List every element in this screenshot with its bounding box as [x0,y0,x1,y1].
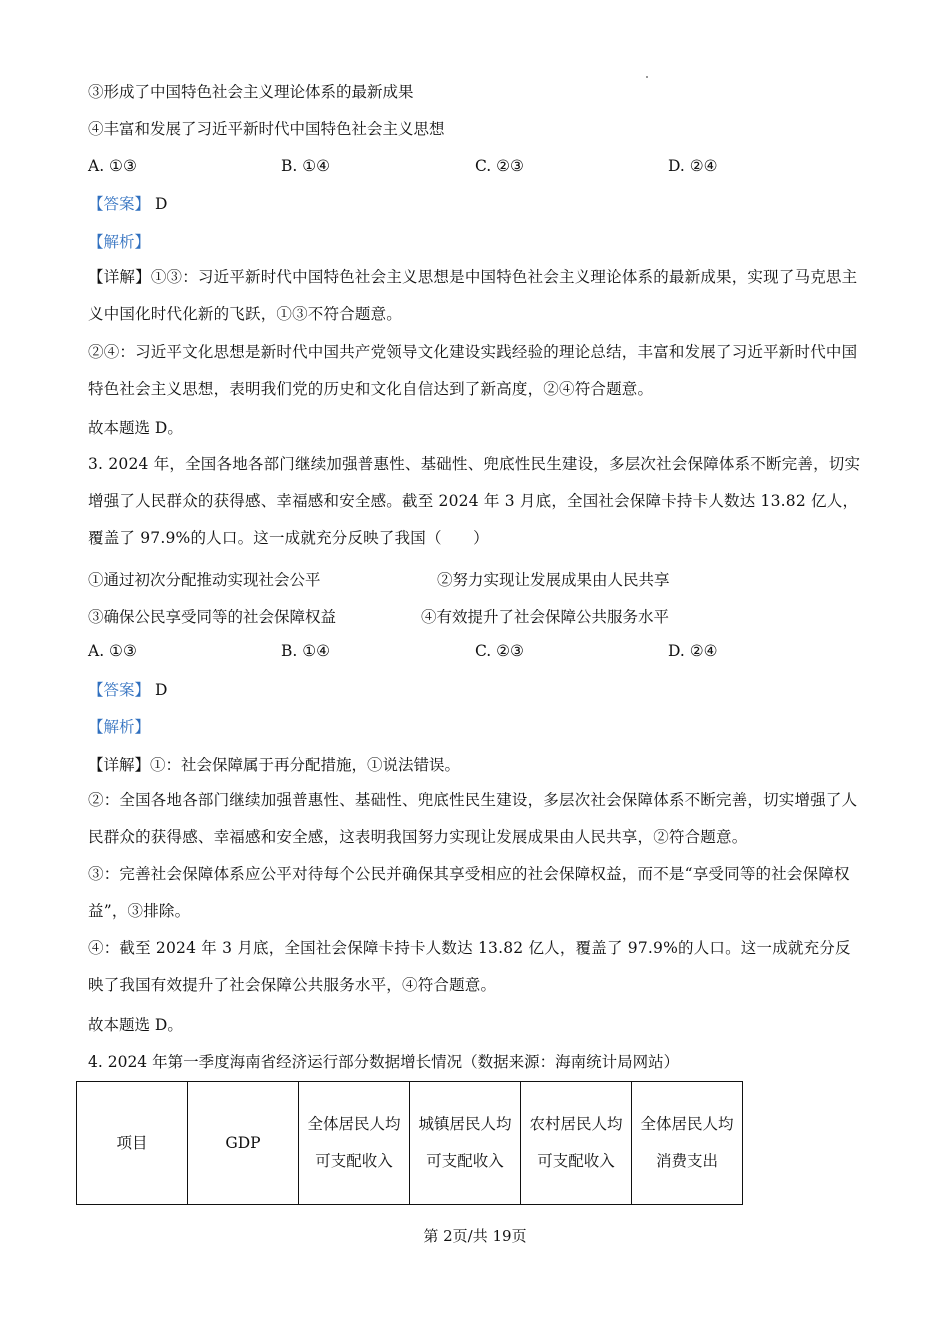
q2-option-b: B. ①④ [281,157,331,175]
table-header-cell: 项目 [77,1082,188,1205]
q2-item-3: ③形成了中国特色社会主义理论体系的最新成果 [88,83,414,101]
q2-item-4: ④丰富和发展了习近平新时代中国特色社会主义思想 [88,120,445,138]
q3-analysis-tag: 【解析】 [88,718,151,736]
table-header-cell: 全体居民人均消费支出 [632,1082,743,1205]
q3-detail-1 [88,755,862,775]
answer-tag: 【答案】 [88,195,151,213]
table-header-row [77,1082,743,1205]
q3-item-2: ②努力实现让发展成果由人民共享 [437,571,670,589]
q2-option-d: D. ②④ [668,157,718,175]
answer-tag: 【答案】 [88,681,151,699]
q3-stem: 3. 2024 年，全国各地各部门继续加强普惠性、基础性、兜底性民生建设，多层次社会保障体系不断完善，切实增强了人民群众的获得感、幸福感和安全感。截至 2024 年 3 月底，全国社会保障卡持卡人数达 13.82 亿人，覆盖了 97.9%的人口。这一成就充分反映了我国（ ） [88,455,861,547]
q3-answer [88,680,862,700]
detail-text: ①③：习近平新时代中国特色社会主义思想是中国特色社会主义理论体系的最新成果，实现了马克思主义中国化时代化新的飞跃，①③不符合题意。 [88,268,858,323]
q3-option-b: B. ①④ [281,642,331,660]
table-header-cell: 城镇居民人均可支配收入 [410,1082,521,1205]
q4-stem: 4. 2024 年第一季度海南省经济运行部分数据增长情况（数据来源：海南统计局网站） [88,1053,680,1071]
table-header-cell: 农村居民人均可支配收入 [521,1082,632,1205]
q2-detail-1 [88,259,862,333]
q3-option-d: D. ②④ [668,642,718,660]
detail-tag: 【详解】 [88,268,151,286]
q2-option-a: A. ①③ [88,157,137,175]
detail-text: ①：社会保障属于再分配措施，①说法错误。 [150,756,461,774]
answer-value: D [154,195,168,213]
q4-data-table [76,1081,743,1205]
q3-item-4: ④有效提升了社会保障公共服务水平 [421,608,670,626]
q3-item-3: ③确保公民享受同等的社会保障权益 [88,608,337,626]
answer-value: D [154,681,168,699]
q3-conclusion: 故本题选 D。 [88,1016,183,1034]
table-header-cell: 全体居民人均可支配收入 [299,1082,410,1205]
q3-detail-4: ④：截至 2024 年 3 月底，全国社会保障卡持卡人数达 13.82 亿人，覆盖了 97.9%的人口。这一成就充分反映了我国有效提升了社会保障公共服务水平，④符合题意。 [88,939,851,994]
q2-analysis-tag: 【解析】 [88,233,151,251]
q3-option-c: C. ②③ [475,642,524,660]
table-header-cell: GDP [188,1082,299,1205]
q2-detail-2: ②④：习近平文化思想是新时代中国共产党领导文化建设实践经验的理论总结，丰富和发展了习近平新时代中国特色社会主义思想，表明我们党的历史和文化自信达到了新高度，②④符合题意。 [88,343,858,398]
q2-answer [88,194,862,214]
page-footer: 第 2页/共 19页 [423,1227,527,1245]
scan-dot [646,76,648,78]
q2-option-c: C. ②③ [475,157,524,175]
detail-tag: 【详解】 [88,756,151,774]
q3-detail-2: ②：全国各地各部门继续加强普惠性、基础性、兜底性民生建设，多层次社会保障体系不断完善，切实增强了人民群众的获得感、幸福感和安全感，这表明我国努力实现让发展成果由人民共享，②符合题意。 [88,791,858,846]
q3-detail-3: ③：完善社会保障体系应公平对待每个公民并确保其享受相应的社会保障权益，而不是“享受同等的社会保障权益”，③排除。 [88,865,850,920]
q2-conclusion: 故本题选 D。 [88,419,183,437]
q3-item-1: ①通过初次分配推动实现社会公平 [88,571,321,589]
q3-option-a: A. ①③ [88,642,137,660]
